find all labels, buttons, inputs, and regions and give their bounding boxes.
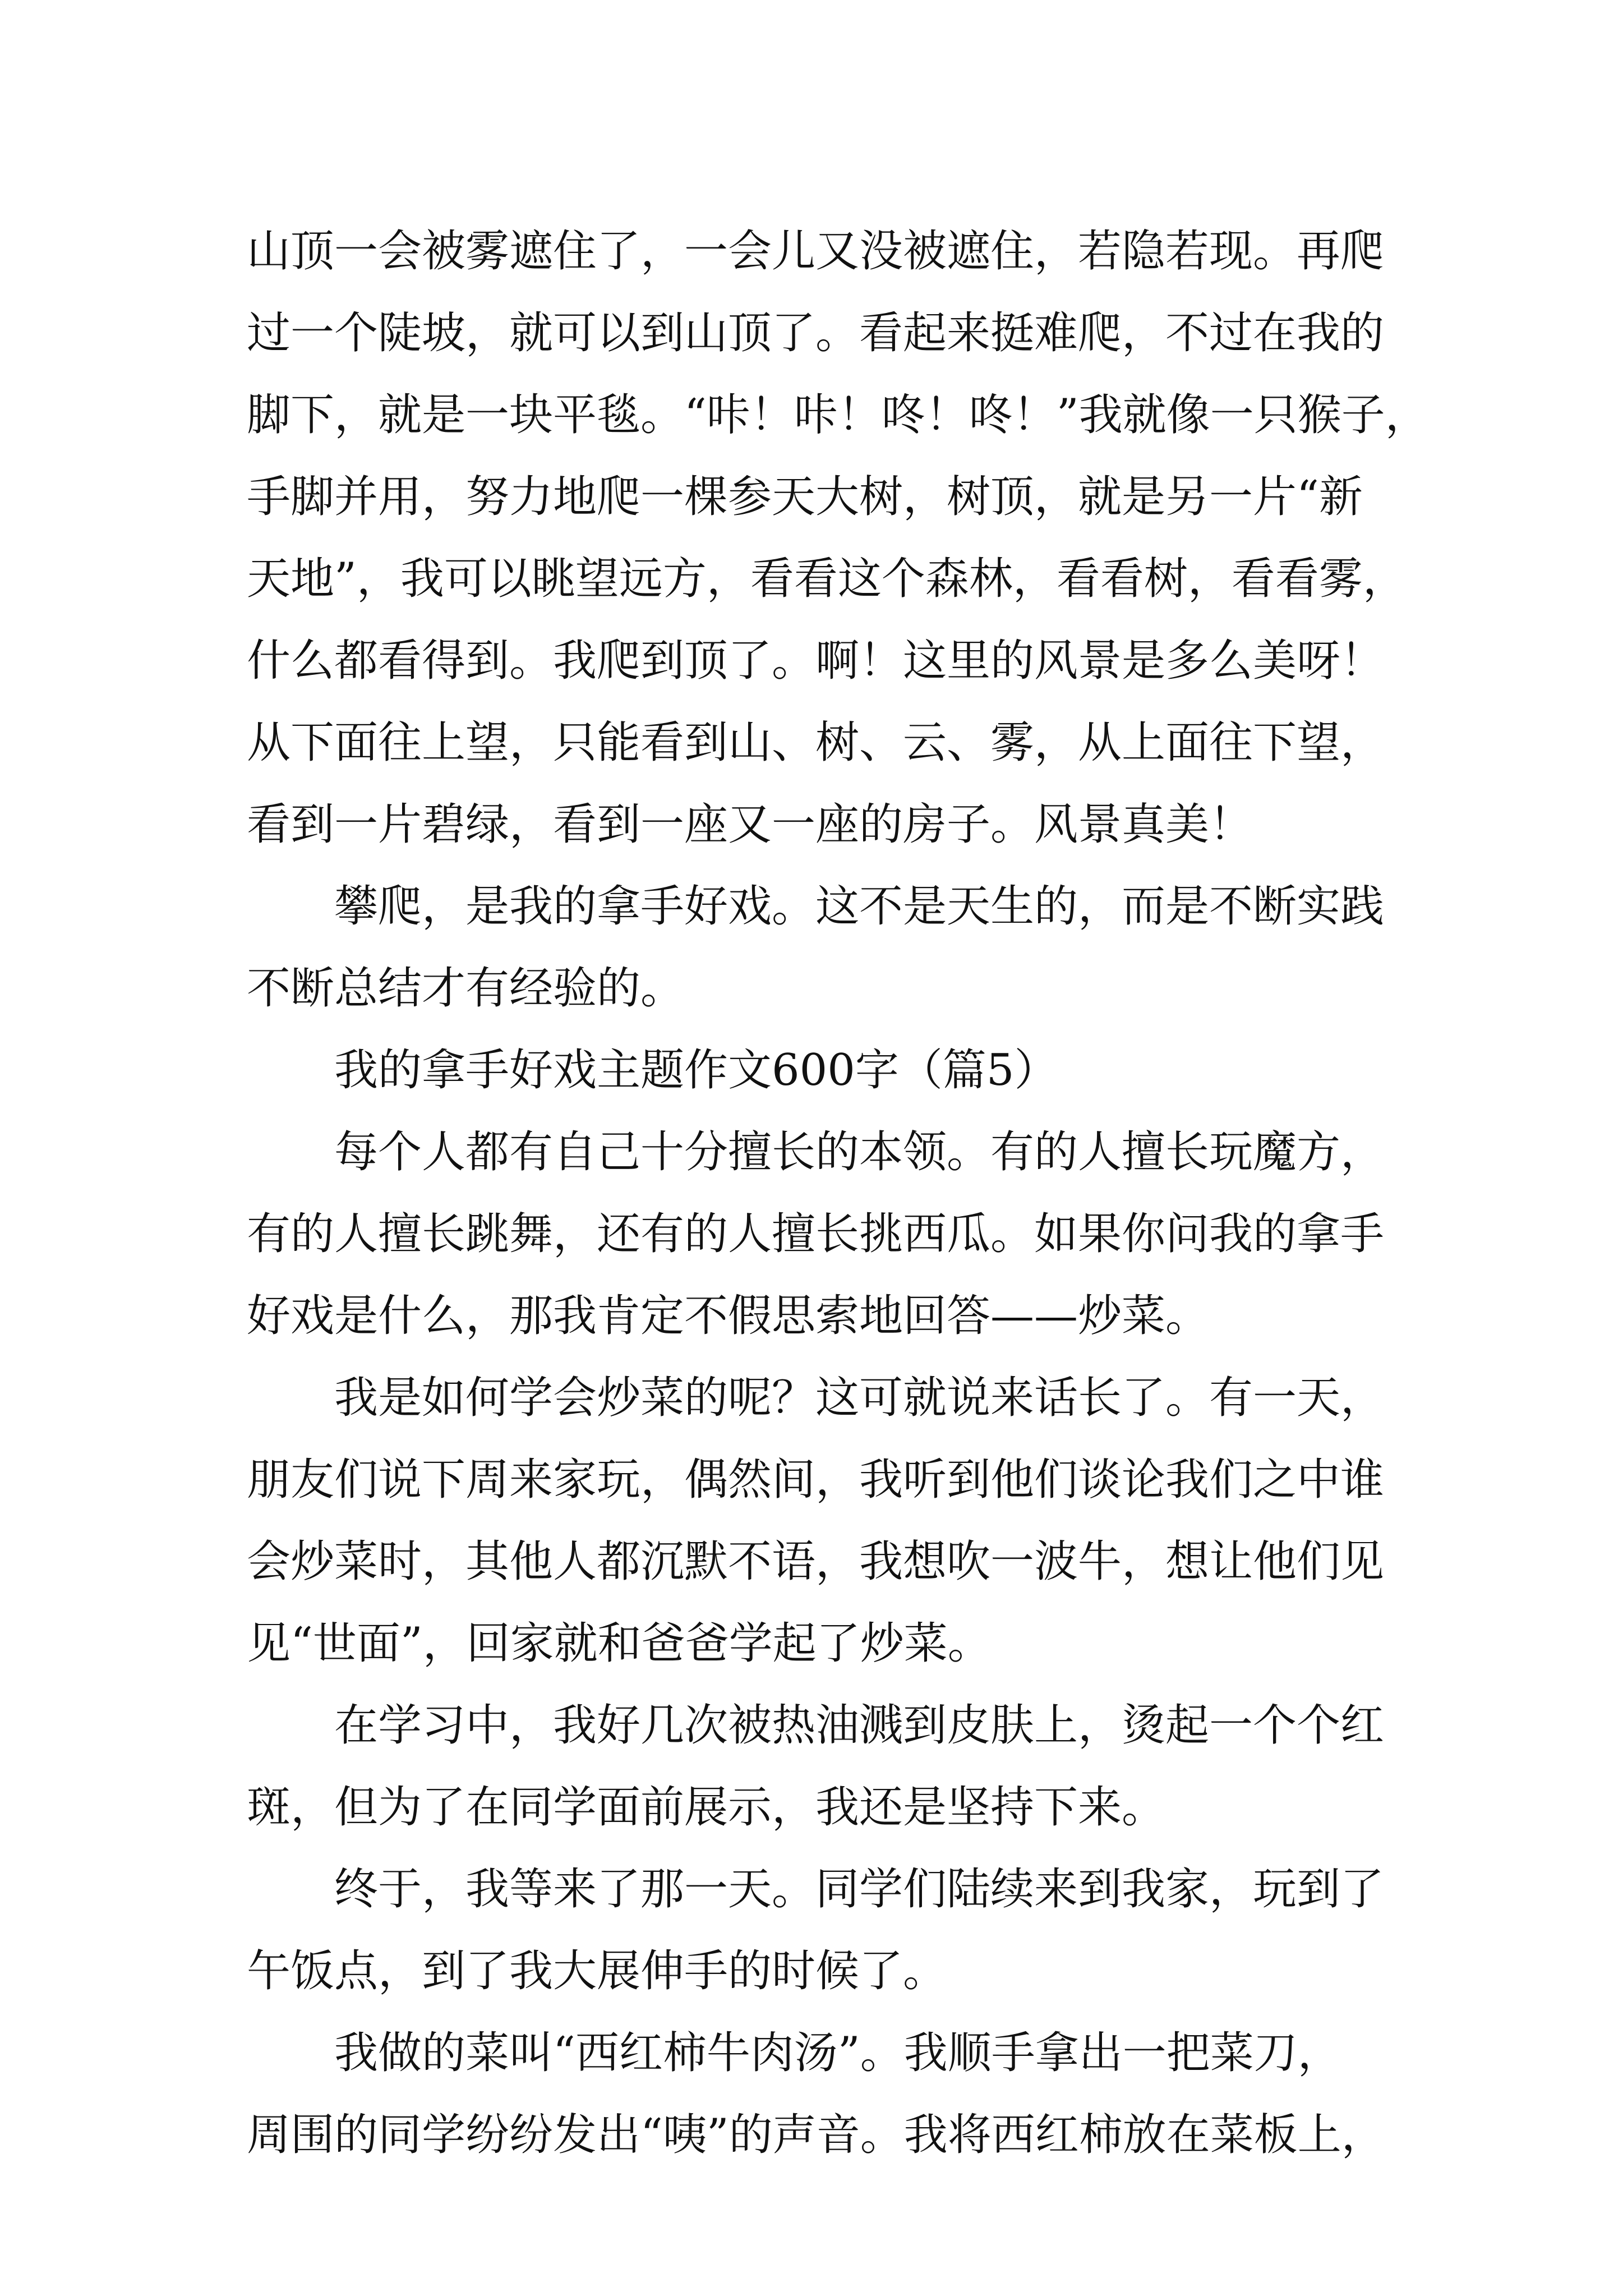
text-line: 斑，但为了在同学面前展示，我还是坚持下来。 (247, 1782, 1166, 1833)
text-line: 朋友们说下周来家玩，偶然间，我听到他们谈论我们之中谁 (247, 1455, 1385, 1505)
text-line: 山顶一会被雾遮住了，一会儿又没被遮住，若隐若现。再爬 (247, 226, 1385, 277)
text-line: 有的人擅长跳舞，还有的人擅长挑西瓜。如果你问我的拿手 (247, 1209, 1385, 1259)
paragraph-first-line: 终于，我等来了那一天。同学们陆续来到我家，玩到了 (334, 1864, 1385, 1915)
paragraph-first-line: 在学习中，我好几次被热油溅到皮肤上，烫起一个个红 (334, 1700, 1385, 1751)
paragraph-first-line: 攀爬，是我的拿手好戏。这不是天生的，而是不断实践 (334, 881, 1385, 932)
text-line: 好戏是什么，那我肯定不假思索地回答——炒菜。 (247, 1291, 1210, 1341)
text-line: 会炒菜时，其他人都沉默不语，我想吹一波牛，想让他们见 (247, 1536, 1385, 1587)
paragraph-first-line: 每个人都有自己十分擅长的本领。有的人擅长玩魔方， (334, 1127, 1385, 1177)
text-line: 什么都看得到。我爬到顶了。啊！这里的风景是多么美呀！ (247, 636, 1385, 686)
text-line: 周围的同学纷纷发出“咦”的声音。我将西红柿放在菜板上， (247, 2110, 1385, 2160)
paragraph-first-line: 我是如何学会炒菜的呢？这可就说来话长了。有一天， (334, 1373, 1385, 1423)
text-line: 从下面往上望，只能看到山、树、云、雾，从上面往下望， (247, 717, 1385, 768)
document-body (247, 210, 1429, 2176)
text-line: 看到一片碧绿，看到一座又一座的房子。风景真美！ (247, 799, 1253, 850)
text-line: 脚下，就是一块平毯。“咔！咔！咚！咚！”我就像一只猴子， (247, 390, 1429, 440)
paragraph-first-line: 我做的菜叫“西红柿牛肉汤”。我顺手拿出一把菜刀， (334, 2028, 1341, 2078)
text-line: 不断总结才有经验的。 (247, 963, 685, 1014)
text-line: 天地”，我可以眺望远方，看看这个森林，看看树，看看雾， (247, 554, 1407, 604)
text-line: 午饭点，到了我大展伸手的时候了。 (247, 1946, 947, 1996)
text-line: 见“世面”，回家就和爸爸学起了炒菜。 (247, 1618, 992, 1669)
essay-heading: 我的拿手好戏主题作文600字（篇5） (334, 1045, 1058, 1096)
text-line: 手脚并用，努力地爬一棵参天大树，树顶，就是另一片“新 (247, 472, 1363, 522)
text-line: 过一个陡坡，就可以到山顶了。看起来挺难爬，不过在我的 (247, 308, 1385, 358)
